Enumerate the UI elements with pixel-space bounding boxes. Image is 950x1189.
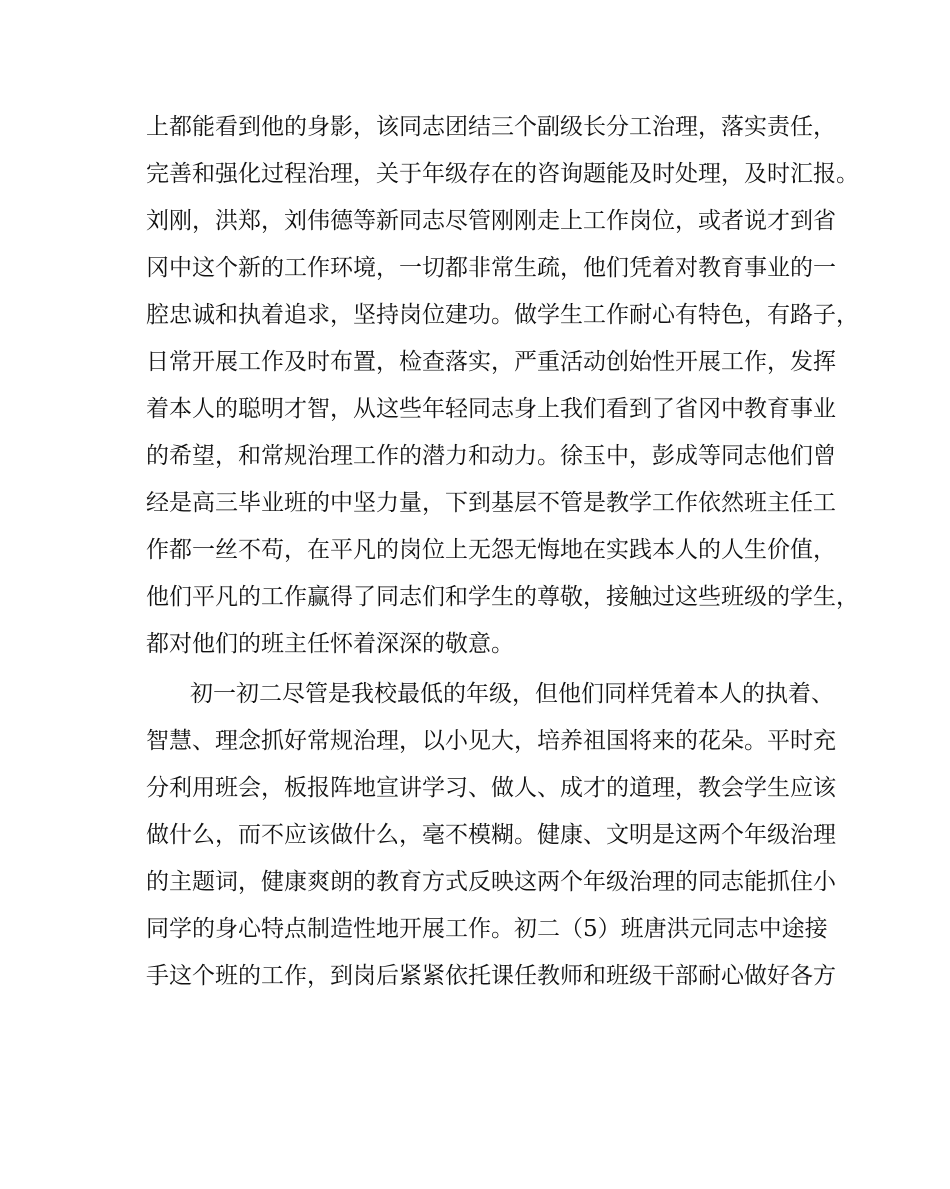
text-line: 智慧、理念抓好常规治理，以小见大，培养祖国将来的花朵。平时充 [146, 728, 836, 754]
text-line: 经是高三毕业班的中坚力量，下到基层不管是教学工作依然班主任工 [146, 490, 836, 516]
text-line: 都对他们的班主任怀着深深的敬意。 [146, 631, 514, 657]
text-line: 上都能看到他的身影，该同志团结三个副级长分工治理，落实责任， [146, 114, 836, 140]
text-line: 同学的身心特点制造性地开展工作。初二（5）班唐洪元同志中途接 [146, 916, 828, 942]
text-line: 做什么，而不应该做什么，毫不模糊。健康、文明是这两个年级治理 [146, 822, 836, 848]
text-line: 着本人的聪明才智，从这些年轻同志身上我们看到了省冈中教育事业 [146, 396, 836, 422]
text-line: 分利用班会，板报阵地宣讲学习、做人、成才的道理，教会学生应该 [146, 775, 836, 801]
paragraph-2 [146, 671, 836, 1000]
text-line: 日常开展工作及时布置，检查落实，严重活动创始性开展工作，发挥 [146, 349, 836, 375]
text-line-indented: 初一初二尽管是我校最低的年级，但他们同样凭着本人的执着、 [190, 681, 834, 707]
text-line: 作都一丝不苟，在平凡的岗位上无怨无悔地在实践本人的人生价值， [146, 537, 836, 563]
text-line: 的希望，和常规治理工作的潜力和动力。徐玉中，彭成等同志他们曾 [146, 443, 836, 469]
text-line: 手这个班的工作，到岗后紧紧依托课任教师和班级干部耐心做好各方 [146, 963, 836, 989]
text-line: 他们平凡的工作赢得了同志们和学生的尊敬，接触过这些班级的学生， [146, 584, 859, 610]
text-line: 刘刚，洪郑，刘伟德等新同志尽管刚刚走上工作岗位，或者说才到省 [146, 208, 836, 234]
body-text [146, 104, 859, 1000]
text-line: 腔忠诚和执着追求，坚持岗位建功。做学生工作耐心有特色，有路子， [146, 302, 859, 328]
text-line: 完善和强化过程治理，关于年级存在的咨询题能及时处理，及时汇报。 [146, 161, 859, 187]
text-line: 冈中这个新的工作环境，一切都非常生疏，他们凭着对教育事业的一 [146, 255, 836, 281]
text-line: 的主题词，健康爽朗的教育方式反映这两个年级治理的同志能抓住小 [146, 869, 836, 895]
paragraph-1 [146, 104, 859, 668]
